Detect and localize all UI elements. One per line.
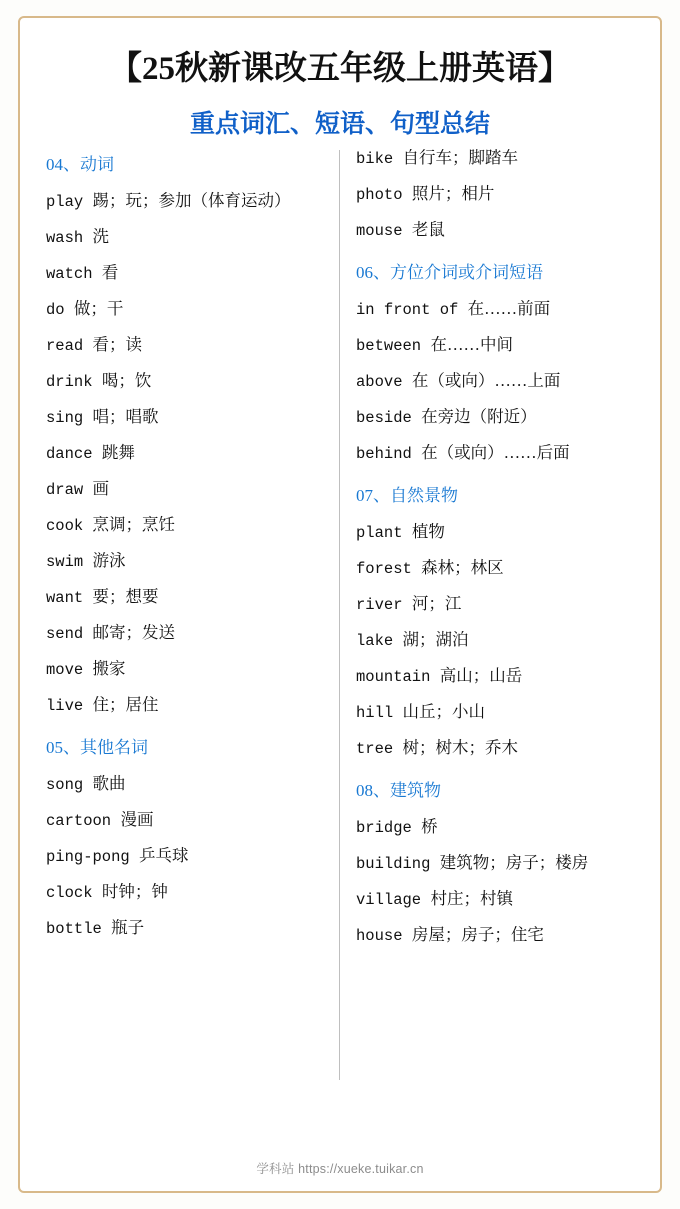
vocab-meaning: 在旁边（附近） (421, 406, 537, 426)
vocab-word: want (46, 588, 84, 607)
vocab-meaning: 房屋；房子；住宅 (411, 924, 544, 944)
vocab-entry (356, 219, 630, 240)
vocab-meaning: 游泳 (92, 550, 126, 570)
vocab-entry (356, 629, 630, 650)
vocab-word: plant (356, 523, 403, 542)
vocab-entry (356, 298, 630, 319)
vocab-entry (46, 478, 331, 499)
vocab-entry (46, 370, 331, 391)
vocab-meaning: 湖；湖泊 (402, 629, 469, 649)
vocab-entry (46, 226, 331, 247)
vocab-word: cook (46, 516, 84, 535)
vocab-word: tree (356, 739, 394, 758)
vocab-meaning: 歌曲 (92, 773, 126, 793)
vocab-word: watch (46, 264, 93, 283)
vocab-entry (46, 514, 331, 535)
vocab-meaning: 照片；相片 (411, 183, 495, 203)
section-heading-04: 04、动词 (46, 154, 114, 174)
vocab-entry (356, 147, 630, 168)
vocab-word: photo (356, 185, 403, 204)
vocab-word: song (46, 775, 84, 794)
vocab-entry (46, 442, 331, 463)
vocab-word: between (356, 336, 422, 355)
vocab-entry (46, 881, 331, 902)
vocab-entry (356, 924, 630, 945)
vocab-word: village (356, 890, 422, 909)
vocab-meaning: 老鼠 (411, 219, 445, 239)
vocab-word: clock (46, 883, 93, 902)
vocab-meaning: 瓶子 (111, 917, 145, 937)
vocab-meaning: 河；江 (411, 593, 462, 613)
vocab-word: above (356, 372, 403, 391)
vocab-meaning: 乒乓球 (139, 845, 189, 865)
vocab-meaning: 自行车；脚踏车 (402, 147, 519, 167)
vocab-meaning: 在……中间 (430, 334, 513, 354)
vocab-meaning: 洗 (92, 226, 110, 246)
vocab-meaning: 看 (101, 262, 119, 282)
vocab-entry (356, 521, 630, 542)
vocab-entry (356, 852, 630, 873)
vocab-entry (356, 442, 630, 463)
vocab-meaning: 搬家 (92, 658, 126, 678)
vocab-entry (46, 586, 331, 607)
vocab-entry (356, 557, 630, 578)
vocab-word: house (356, 926, 403, 945)
vocab-word: draw (46, 480, 84, 499)
vocab-entry (46, 845, 331, 866)
vocab-meaning: 高山；山岳 (439, 665, 523, 685)
vocab-word: move (46, 660, 84, 679)
vocab-meaning: 看；读 (92, 334, 143, 354)
vocab-meaning: 踢；玩；参加（体育运动） (92, 190, 291, 210)
vocab-word: mouse (356, 221, 403, 240)
vocab-entry (356, 183, 630, 204)
vocab-entry (356, 737, 630, 758)
vocab-word: send (46, 624, 84, 643)
vocab-meaning: 喝；饮 (101, 370, 152, 390)
section-heading-05: 05、其他名词 (46, 737, 148, 757)
vocab-meaning: 桥 (421, 816, 438, 836)
vocab-word: behind (356, 444, 412, 463)
vocab-meaning: 村庄；村镇 (430, 888, 513, 908)
two-column-body (42, 147, 638, 1080)
vocab-meaning: 时钟；钟 (101, 881, 168, 901)
vocab-word: wash (46, 228, 84, 247)
vocab-word: bike (356, 149, 394, 168)
vocab-meaning: 树；树木；乔木 (402, 737, 519, 757)
vocab-entry (46, 334, 331, 355)
vocab-word: bridge (356, 818, 412, 837)
vocab-word: sing (46, 408, 84, 427)
vocab-entry (46, 917, 331, 938)
section-heading-06: 06、方位介词或介词短语 (356, 262, 543, 282)
left-column (42, 150, 340, 1080)
vocab-meaning: 建筑物；房子；楼房 (439, 852, 589, 872)
vocab-meaning: 画 (92, 478, 110, 498)
vocab-word: mountain (356, 667, 431, 686)
page-subtitle: 重点词汇、短语、句型总结 (189, 110, 490, 138)
vocab-meaning: 做；干 (73, 298, 124, 318)
vocab-entry (356, 665, 630, 686)
vocab-meaning: 在……前面 (467, 298, 551, 318)
vocab-entry (46, 622, 331, 643)
vocab-meaning: 在（或向）……后面 (421, 442, 570, 462)
content-frame (18, 16, 662, 1193)
vocab-word: ping-pong (46, 847, 130, 866)
vocab-word: play (46, 192, 84, 211)
vocab-word: live (46, 696, 84, 715)
vocab-word: hill (356, 703, 394, 722)
vocab-entry (46, 550, 331, 571)
vocab-entry (356, 370, 630, 391)
vocab-meaning: 唱；唱歌 (92, 406, 159, 426)
vocab-meaning: 山丘；小山 (402, 701, 486, 721)
vocab-word: lake (356, 631, 394, 650)
vocab-entry (46, 298, 331, 319)
right-column (340, 147, 638, 1080)
vocab-entry (46, 694, 331, 715)
vocab-entry (46, 190, 331, 211)
vocab-word: beside (356, 408, 412, 427)
vocab-meaning: 漫画 (120, 809, 154, 829)
vocab-word: cartoon (46, 811, 112, 830)
vocab-entry (356, 816, 630, 837)
vocab-word: river (356, 595, 403, 614)
vocab-entry (46, 658, 331, 679)
vocab-word: bottle (46, 919, 102, 938)
vocab-entry (46, 406, 331, 427)
vocab-entry (356, 334, 630, 355)
vocab-entry (356, 593, 630, 614)
vocab-entry (46, 773, 331, 794)
vocab-entry (46, 809, 331, 830)
vocab-word: forest (356, 559, 412, 578)
vocab-entry (356, 888, 630, 909)
vocab-entry (356, 406, 630, 427)
vocab-word: swim (46, 552, 84, 571)
vocab-entry (46, 262, 331, 283)
page-title: 【25秋新课改五年级上册英语】 (109, 51, 571, 87)
footer-watermark: 学科站 https://xueke.tuikar.cn (256, 1162, 424, 1176)
vocab-meaning: 森林；林区 (421, 557, 504, 577)
vocab-meaning: 要；想要 (92, 586, 159, 606)
vocab-meaning: 在（或向）……上面 (411, 370, 561, 390)
vocab-entry (356, 701, 630, 722)
section-heading-08: 08、建筑物 (356, 780, 441, 800)
vocab-meaning: 烹调；烹饪 (92, 514, 176, 534)
vocab-meaning: 住；居住 (92, 694, 159, 714)
vocab-word: in front of (356, 300, 459, 319)
vocab-meaning: 邮寄；发送 (92, 622, 176, 642)
vocab-word: drink (46, 372, 93, 391)
vocab-word: do (46, 300, 65, 319)
vocab-word: dance (46, 444, 93, 463)
vocab-meaning: 跳舞 (101, 442, 135, 462)
section-heading-07: 07、自然景物 (356, 485, 458, 505)
vocab-meaning: 植物 (411, 521, 445, 541)
vocab-word: read (46, 336, 84, 355)
vocab-word: building (356, 854, 431, 873)
